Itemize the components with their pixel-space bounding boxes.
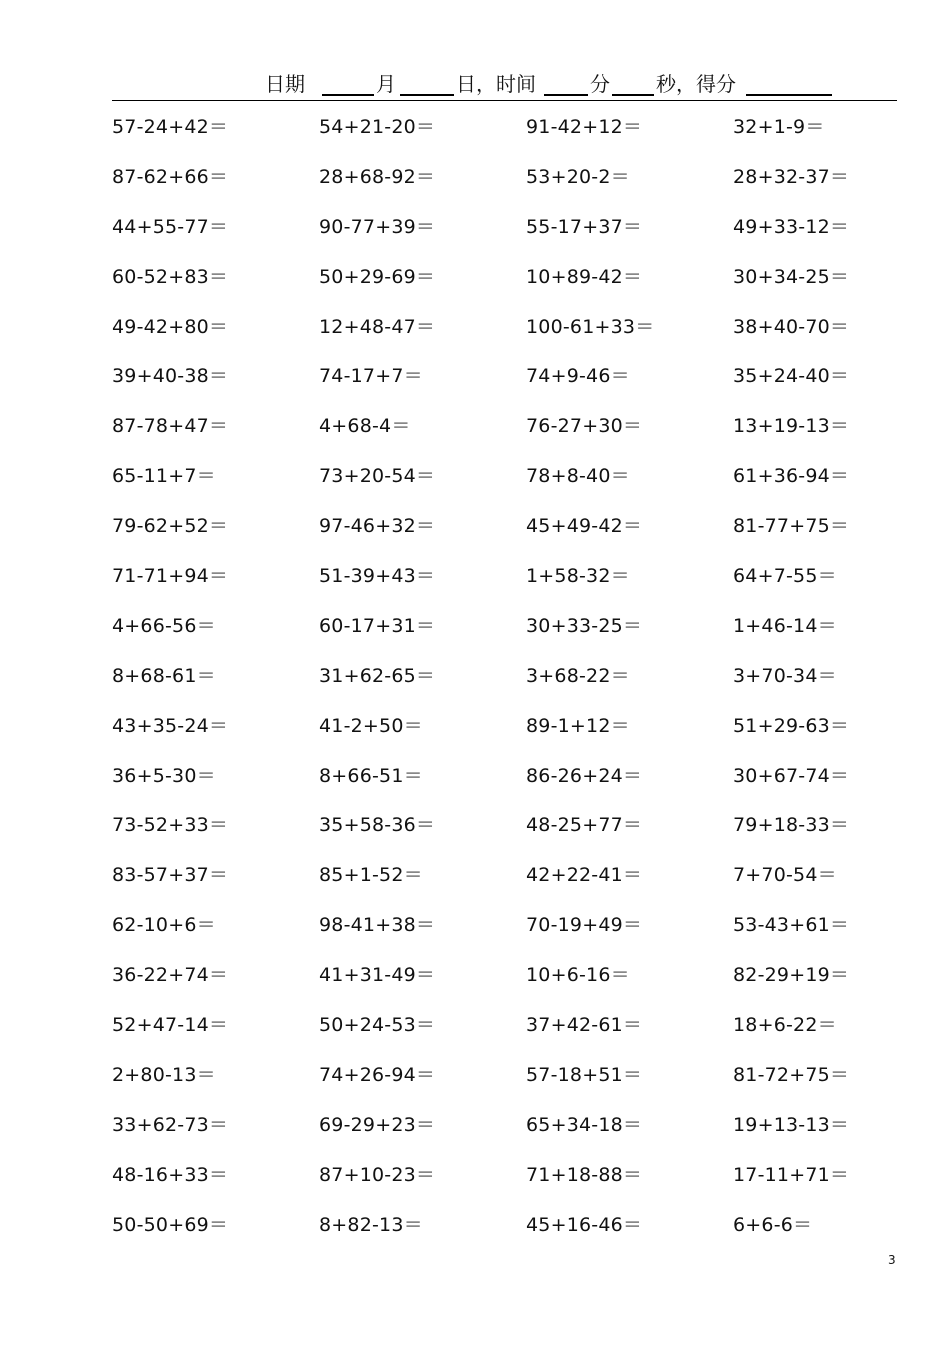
math-problem: 65-11+7＝ bbox=[112, 465, 216, 488]
math-problem: 44+55-77＝ bbox=[112, 215, 229, 238]
header-divider bbox=[112, 100, 897, 101]
score-blank bbox=[746, 94, 832, 96]
problem-row bbox=[112, 1160, 912, 1210]
math-problem: 2+80-13＝ bbox=[112, 1063, 216, 1086]
problem-row bbox=[112, 461, 912, 511]
math-problem: 17-11+71＝ bbox=[733, 1163, 850, 1186]
math-problem: 97-46+32＝ bbox=[319, 515, 436, 538]
math-problem: 8+68-61＝ bbox=[112, 664, 216, 687]
math-problem: 54+21-20＝ bbox=[319, 116, 436, 138]
math-problem: 90-77+39＝ bbox=[319, 215, 436, 238]
math-problem: 4+66-56＝ bbox=[112, 614, 216, 637]
math-problem: 30+67-74＝ bbox=[733, 764, 850, 787]
month-blank bbox=[322, 94, 374, 96]
math-problem: 36+5-30＝ bbox=[112, 764, 216, 787]
math-problem: 69-29+23＝ bbox=[319, 1113, 436, 1136]
math-problem: 7+70-54＝ bbox=[733, 864, 837, 887]
math-problem: 31+62-65＝ bbox=[319, 664, 436, 687]
problem-grid bbox=[112, 112, 912, 1259]
math-problem: 73+20-54＝ bbox=[319, 465, 436, 488]
problem-row bbox=[112, 411, 912, 461]
math-problem: 81-72+75＝ bbox=[733, 1063, 850, 1086]
math-problem: 42+22-41＝ bbox=[526, 864, 643, 887]
math-problem: 30+34-25＝ bbox=[733, 265, 850, 288]
math-problem: 57-24+42＝ bbox=[112, 116, 229, 138]
second-score-label: 秒，得分 bbox=[656, 72, 736, 96]
problem-row bbox=[112, 860, 912, 910]
math-problem: 89-1+12＝ bbox=[526, 714, 630, 737]
math-problem: 60-17+31＝ bbox=[319, 614, 436, 637]
math-problem: 32+1-9＝ bbox=[733, 116, 825, 138]
math-problem: 78+8-40＝ bbox=[526, 465, 630, 488]
math-problem: 100-61+33＝ bbox=[526, 315, 655, 338]
math-problem: 91-42+12＝ bbox=[526, 116, 643, 138]
problem-row bbox=[112, 761, 912, 811]
math-problem: 85+1-52＝ bbox=[319, 864, 423, 887]
math-problem: 79+18-33＝ bbox=[733, 814, 850, 837]
math-problem: 70-19+49＝ bbox=[526, 914, 643, 937]
problem-row bbox=[112, 262, 912, 312]
math-problem: 6+6-6＝ bbox=[733, 1213, 813, 1236]
math-problem: 71+18-88＝ bbox=[526, 1163, 643, 1186]
day-blank bbox=[400, 94, 454, 96]
math-problem: 53+20-2＝ bbox=[526, 165, 630, 188]
math-problem: 81-77+75＝ bbox=[733, 515, 850, 538]
math-problem: 60-52+83＝ bbox=[112, 265, 229, 288]
math-problem: 3+68-22＝ bbox=[526, 664, 630, 687]
problem-row bbox=[112, 312, 912, 362]
math-problem: 64+7-55＝ bbox=[733, 565, 837, 588]
math-problem: 87-62+66＝ bbox=[112, 165, 229, 188]
minute-label: 分 bbox=[590, 72, 610, 96]
problem-row bbox=[112, 112, 912, 162]
math-problem: 45+16-46＝ bbox=[526, 1213, 643, 1236]
math-problem: 53-43+61＝ bbox=[733, 914, 850, 937]
math-problem: 1+58-32＝ bbox=[526, 565, 630, 588]
math-problem: 35+24-40＝ bbox=[733, 365, 850, 388]
problem-row bbox=[112, 162, 912, 212]
worksheet-header bbox=[0, 70, 950, 98]
math-problem: 28+68-92＝ bbox=[319, 165, 436, 188]
page-number: 3 bbox=[888, 1253, 896, 1267]
math-problem: 10+6-16＝ bbox=[526, 964, 630, 987]
math-problem: 37+42-61＝ bbox=[526, 1014, 643, 1037]
math-problem: 73-52+33＝ bbox=[112, 814, 229, 837]
second-blank bbox=[612, 94, 654, 96]
math-problem: 86-26+24＝ bbox=[526, 764, 643, 787]
problem-row bbox=[112, 661, 912, 711]
math-problem: 48-25+77＝ bbox=[526, 814, 643, 837]
math-problem: 48-16+33＝ bbox=[112, 1163, 229, 1186]
math-problem: 82-29+19＝ bbox=[733, 964, 850, 987]
problem-row bbox=[112, 611, 912, 661]
math-problem: 76-27+30＝ bbox=[526, 415, 643, 438]
math-problem: 43+35-24＝ bbox=[112, 714, 229, 737]
problem-row bbox=[112, 960, 912, 1010]
math-problem: 35+58-36＝ bbox=[319, 814, 436, 837]
math-problem: 41+31-49＝ bbox=[319, 964, 436, 987]
math-problem: 36-22+74＝ bbox=[112, 964, 229, 987]
math-problem: 57-18+51＝ bbox=[526, 1063, 643, 1086]
problem-row bbox=[112, 1210, 912, 1260]
problem-row bbox=[112, 910, 912, 960]
math-problem: 51-39+43＝ bbox=[319, 565, 436, 588]
math-problem: 41-2+50＝ bbox=[319, 714, 423, 737]
problem-row bbox=[112, 212, 912, 262]
date-label: 日期 bbox=[265, 72, 305, 96]
math-problem: 61+36-94＝ bbox=[733, 465, 850, 488]
math-problem: 13+19-13＝ bbox=[733, 415, 850, 438]
problem-row bbox=[112, 810, 912, 860]
problem-row bbox=[112, 1060, 912, 1110]
month-label: 月 bbox=[376, 72, 396, 96]
math-problem: 83-57+37＝ bbox=[112, 864, 229, 887]
math-problem: 55-17+37＝ bbox=[526, 215, 643, 238]
math-problem: 52+47-14＝ bbox=[112, 1014, 229, 1037]
math-problem: 65+34-18＝ bbox=[526, 1113, 643, 1136]
math-problem: 33+62-73＝ bbox=[112, 1113, 229, 1136]
math-problem: 19+13-13＝ bbox=[733, 1113, 850, 1136]
problem-row bbox=[112, 511, 912, 561]
math-problem: 45+49-42＝ bbox=[526, 515, 643, 538]
problem-row bbox=[112, 1010, 912, 1060]
math-problem: 50+24-53＝ bbox=[319, 1014, 436, 1037]
math-problem: 50-50+69＝ bbox=[112, 1213, 229, 1236]
math-problem: 3+70-34＝ bbox=[733, 664, 837, 687]
math-problem: 71-71+94＝ bbox=[112, 565, 229, 588]
math-problem: 38+40-70＝ bbox=[733, 315, 850, 338]
minute-blank bbox=[544, 94, 588, 96]
problem-row bbox=[112, 1110, 912, 1160]
math-problem: 49+33-12＝ bbox=[733, 215, 850, 238]
math-problem: 49-42+80＝ bbox=[112, 315, 229, 338]
math-problem: 74+26-94＝ bbox=[319, 1063, 436, 1086]
math-problem: 28+32-37＝ bbox=[733, 165, 850, 188]
problem-row bbox=[112, 361, 912, 411]
math-problem: 87-78+47＝ bbox=[112, 415, 229, 438]
math-problem: 74+9-46＝ bbox=[526, 365, 630, 388]
math-problem: 30+33-25＝ bbox=[526, 614, 643, 637]
math-problem: 74-17+7＝ bbox=[319, 365, 423, 388]
math-problem: 8+66-51＝ bbox=[319, 764, 423, 787]
problem-row bbox=[112, 711, 912, 761]
math-problem: 10+89-42＝ bbox=[526, 265, 643, 288]
math-problem: 18+6-22＝ bbox=[733, 1014, 837, 1037]
math-problem: 87+10-23＝ bbox=[319, 1163, 436, 1186]
math-problem: 62-10+6＝ bbox=[112, 914, 216, 937]
math-problem: 8+82-13＝ bbox=[319, 1213, 423, 1236]
math-problem: 79-62+52＝ bbox=[112, 515, 229, 538]
problem-row bbox=[112, 561, 912, 611]
math-problem: 98-41+38＝ bbox=[319, 914, 436, 937]
math-problem: 1+46-14＝ bbox=[733, 614, 837, 637]
math-problem: 39+40-38＝ bbox=[112, 365, 229, 388]
day-time-label: 日，时间 bbox=[456, 72, 536, 96]
math-problem: 51+29-63＝ bbox=[733, 714, 850, 737]
math-problem: 12+48-47＝ bbox=[319, 315, 436, 338]
math-problem: 4+68-4＝ bbox=[319, 415, 411, 438]
math-problem: 50+29-69＝ bbox=[319, 265, 436, 288]
